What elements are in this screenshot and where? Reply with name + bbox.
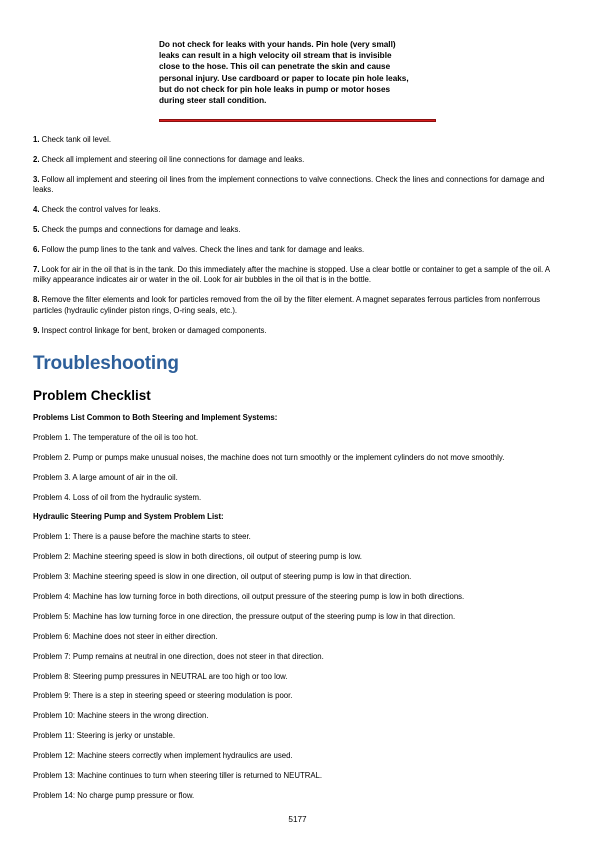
- step-text: Check all implement and steering oil line connections for damage and leaks.: [39, 154, 305, 164]
- warning-line: close to the hose. This oil can penetrate the skin and cause: [159, 62, 391, 72]
- step-text: Remove the filter elements and look for particles removed from the oil by the filter element. A magnet separates ferrous particles from nonferrous particles (hydraulic cylinder piston rings, O-ring seals, etc.).: [33, 295, 541, 315]
- problem-item: Problem 14: No charge pump pressure or flow.: [33, 790, 195, 800]
- step-number: 9.: [33, 325, 40, 335]
- step-item: [33, 295, 565, 316]
- step-text: Follow the pump lines to the tank and valves. Check the lines and tank for damage and leaks.: [39, 244, 365, 254]
- warning-line: but do not check for pin hole leaks in pump or motor hoses: [159, 84, 391, 94]
- step-text: Look for air in the oil that is in the tank. Do this immediately after the machine is stopped. Use a clear bottle or container to get a sample of the oil. A milky appearance indicates air or water in the oil. Look for air bubbles in the oil that is in the bottle.: [33, 264, 550, 285]
- problem-item: Problem 3. A large amount of air in the oil.: [33, 472, 178, 482]
- step-number: 7.: [33, 264, 40, 274]
- problem-item: Problem 4: Machine has low turning force in both directions, oil output pressure of the steering pump is low in both directions.: [33, 592, 465, 602]
- problem-item: Problem 12: Machine steers correctly when implement hydraulics are used.: [33, 751, 293, 761]
- problem-checklist: [33, 413, 565, 811]
- problem-item: Problem 11: Steering is jerky or unstable.: [33, 731, 175, 741]
- step-item: [33, 155, 565, 166]
- step-text: Check the control valves for leaks.: [39, 205, 161, 215]
- page-number: 5177: [288, 815, 307, 824]
- problem-item: Problem 8: Steering pump pressures in NEUTRAL are too high or too low.: [33, 671, 288, 681]
- warning-line: during steer stall condition.: [159, 96, 267, 106]
- warning-message: [159, 39, 439, 106]
- step-text: Inspect control linkage for bent, broken or damaged components.: [39, 325, 267, 335]
- step-number: 8.: [33, 295, 40, 305]
- step-number: 2.: [33, 154, 40, 164]
- warning-divider: [159, 119, 436, 122]
- problem-item: Problem 1. The temperature of the oil is too hot.: [33, 432, 198, 442]
- problem-item: Problem 2: Machine steering speed is slow in both directions, oil output of steering pump is low.: [33, 552, 362, 562]
- step-item: [33, 175, 565, 196]
- problem-item: Problem 6: Machine does not steer in either direction.: [33, 631, 218, 641]
- problem-item: Problem 7: Pump remains at neutral in one direction, does not steer in that direction.: [33, 651, 324, 661]
- step-text: Check tank oil level.: [39, 135, 112, 144]
- section-heading: Troubleshooting: [33, 353, 179, 374]
- step-number: 1.: [33, 135, 40, 144]
- problem-item: Problem 13: Machine continues to turn when steering tiller is returned to NEUTRAL.: [33, 771, 323, 781]
- step-number: 4.: [33, 205, 40, 215]
- problem-item: Problem 4. Loss of oil from the hydraulic system.: [33, 492, 202, 502]
- step-item: [33, 265, 565, 286]
- problem-item: Problem 3: Machine steering speed is slow in one direction, oil output of steering pump is low in that direction.: [33, 572, 412, 582]
- common-problems-title: Problems List Common to Both Steering and Implement Systems:: [33, 413, 278, 422]
- step-item: [33, 135, 565, 146]
- step-item: [33, 205, 565, 216]
- step-item: [33, 326, 565, 337]
- subsection-heading: Problem Checklist: [33, 388, 151, 403]
- step-number: 5.: [33, 225, 40, 235]
- steering-problems-title: Hydraulic Steering Pump and System Problem List:: [33, 512, 224, 522]
- step-text: Check the pumps and connections for damage and leaks.: [39, 225, 241, 235]
- problem-item: Problem 10: Machine steers in the wrong direction.: [33, 711, 209, 721]
- warning-line: leaks can result in a high velocity oil stream that is invisible: [159, 51, 392, 61]
- problem-item: Problem 5: Machine has low turning force in one direction, the pressure output of the steering pump is low in that direction.: [33, 611, 456, 621]
- step-item: [33, 245, 565, 256]
- step-number: 6.: [33, 244, 40, 254]
- step-text: Follow all implement and steering oil lines from the implement connections to valve connections. Check the lines and connections for damage and leaks.: [33, 174, 545, 195]
- step-item: [33, 225, 565, 236]
- problem-item: Problem 2. Pump or pumps make unusual noises, the machine does not turn smoothly or the implement cylinders do not move smoothly.: [33, 452, 505, 462]
- warning-line: Do not check for leaks with your hands. Pin hole (very small): [159, 40, 396, 49]
- step-number: 3.: [33, 174, 40, 184]
- warning-line: personal injury. Use cardboard or paper to locate pin hole leaks,: [159, 73, 409, 83]
- inspection-steps: [33, 135, 565, 346]
- problem-item: Problem 1: There is a pause before the machine starts to steer.: [33, 532, 251, 542]
- problem-item: Problem 9: There is a step in steering speed or steering modulation is poor.: [33, 691, 293, 701]
